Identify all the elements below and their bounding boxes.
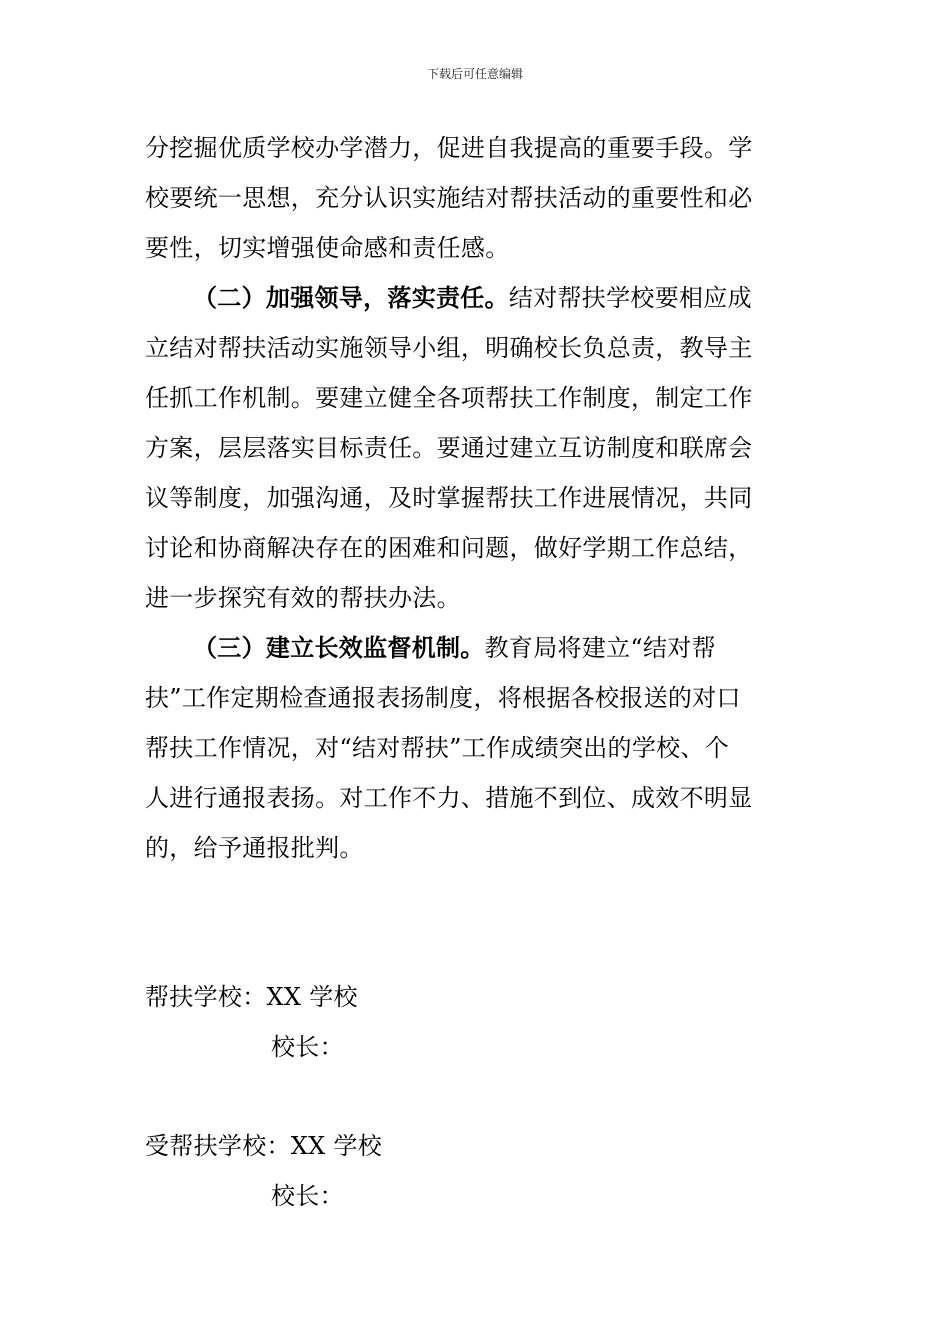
body-line: 帮扶工作情况，对“结对帮扶”工作成绩突出的学校、个: [145, 734, 730, 762]
helped-school-label: 受帮扶学校：XX 学校: [145, 1132, 383, 1160]
paragraph-3-first-line: [193, 633, 716, 663]
body-line: 方案，层层落实目标责任。要通过建立互访制度和联席会: [145, 434, 753, 462]
helper-principal-label: 校长：: [271, 1033, 344, 1061]
section-heading-2: （二）加强领导，落实责任。: [193, 283, 509, 312]
body-line: 任抓工作机制。要建立健全各项帮扶工作制度，制定工作: [145, 384, 753, 412]
paragraph-2-first-line: [193, 283, 752, 313]
body-line: 分挖掘优质学校办学潜力，促进自我提高的重要手段。学: [145, 134, 753, 162]
body-text: 结对帮扶学校要相应成: [508, 284, 752, 312]
body-line: 扶”工作定期检查通报表扬制度，将根据各校报送的对口: [145, 684, 741, 712]
section-heading-3: （三）建立长效监督机制。: [193, 633, 485, 662]
header-note: 下载后可任意编辑: [426, 67, 523, 81]
body-line: 议等制度，加强沟通，及时掌握帮扶工作进展情况，共同: [145, 484, 753, 512]
body-line: 的，给予通报批判。: [145, 834, 364, 862]
body-text: 教育局将建立“结对帮: [484, 634, 716, 662]
helped-principal-label: 校长：: [271, 1182, 344, 1210]
body-line: 校要统一思想，充分认识实施结对帮扶活动的重要性和必: [145, 184, 753, 212]
body-line: 进一步探究有效的帮扶办法。: [145, 584, 461, 612]
body-line: 人进行通报表扬。对工作不力、措施不到位、成效不明显: [145, 784, 753, 812]
helper-school-label: 帮扶学校：XX 学校: [145, 983, 358, 1011]
body-line: 要性，切实增强使命感和责任感。: [145, 234, 510, 262]
body-line: 立结对帮扶活动实施领导小组，明确校长负总责，教导主: [145, 334, 753, 362]
body-line: 讨论和协商解决存在的困难和问题，做好学期工作总结，: [145, 534, 753, 562]
